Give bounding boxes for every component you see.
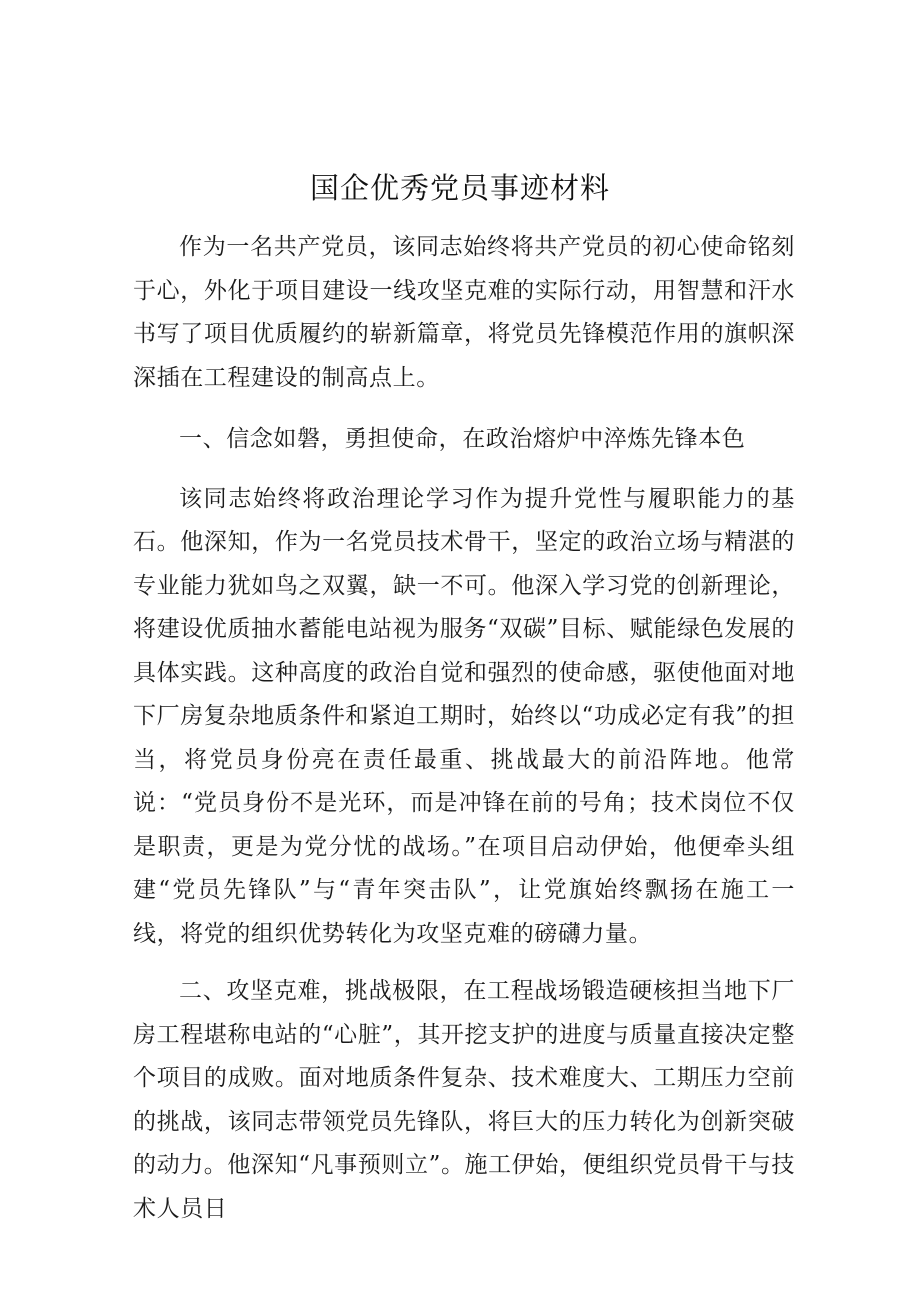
paragraph-section-2: 二、攻坚克难，挑战极限，在工程战场锻造硬核担当地下厂房工程堪称电站的“心脏”，其开挖支护的进度与质量直接决定整个项目的成败。面对地质条件复杂、技术难度大、工期压力空前的挑战，该同志带领党员先锋队，将巨大的压力转化为创新突破的动力。他深知“凡事预则立”。施工伊始，便组织党员骨干与技术人员日 <box>133 978 795 1222</box>
section-heading-1: 一、信念如磐，勇担使命，在政治熔炉中淬炼先锋本色 <box>179 426 746 452</box>
document-body <box>133 226 795 1231</box>
paragraph-section-1: 该同志始终将政治理论学习作为提升党性与履职能力的基石。他深知，作为一名党员技术骨干，坚定的政治立场与精湛的专业能力犹如鸟之双翼，缺一不可。他深入学习党的创新理论，将建设优质抽水蓄能电站视为服务“双碳”目标、赋能绿色发展的具体实践。这种高度的政治自觉和强烈的使命感，驱使他面对地下厂房复杂地质条件和紧迫工期时，始终以“功成必定有我”的担当，将党员身份亮在责任最重、挑战最大的前沿阵地。他常说：“党员身份不是光环，而是冲锋在前的号角；技术岗位不仅是职责，更是为党分忧的战场。”在项目启动伊始，他便牵头组建“党员先锋队”与“青年突击队”，让党旗始终飘扬在施工一线，将党的组织优势转化为攻坚克难的磅礴力量。 <box>133 485 795 947</box>
paragraph-intro: 作为一名共产党员，该同志始终将共产党员的初心使命铭刻于心，外化于项目建设一线攻坚克难的实际行动，用智慧和汗水书写了项目优质履约的崭新篇章，将党员先锋模范作用的旗帜深深插在工程建设的制高点上。 <box>133 234 795 391</box>
document-title: 国企优秀党员事迹材料 <box>309 171 610 205</box>
